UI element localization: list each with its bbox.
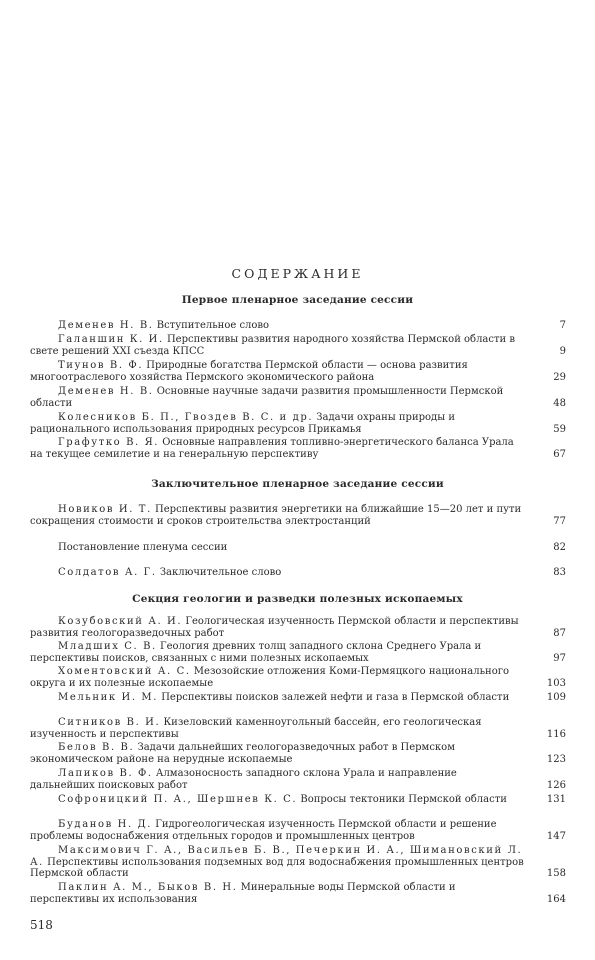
entry-title: Задачи охраны природы и рационального использования природных ресурсов Прикамья xyxy=(30,412,455,435)
toc-entry xyxy=(30,794,566,806)
entry-author: Новиков И. Т. xyxy=(58,504,152,515)
entry-author: Максимович Г. А., Васильев Б. В., Печеркин И. А., Шимановский Л. А. xyxy=(30,845,523,868)
entry-page: 131 xyxy=(546,794,566,805)
entry-author: Хоментовский А. С. xyxy=(58,666,191,677)
entry-author: Белов В. В. xyxy=(58,742,135,753)
entry-title: Перспективы развития энергетики на ближайшие 15—20 лет и пути сокращения стоимости и сроков строительства электростанций xyxy=(30,504,522,527)
entry-title: Геологическая изученность Пермской области и перспективы развития геологоразведочных работ xyxy=(30,616,519,639)
entry-page: 126 xyxy=(546,779,566,791)
entry-page: 147 xyxy=(546,830,566,842)
entry-page: 103 xyxy=(546,677,566,689)
toc-entry xyxy=(30,360,566,383)
toc-entry xyxy=(30,742,566,765)
entry-title: Мезозойские отложения Коми-Пермяцкого национального округа и их полезные ископаемые xyxy=(30,666,509,689)
toc-entry xyxy=(30,616,566,639)
toc-entry xyxy=(30,412,566,435)
entry-page: 67 xyxy=(553,448,566,460)
entry-author: Младших С. В. xyxy=(58,641,157,652)
entry-page: 158 xyxy=(546,868,566,879)
entry-author: Ситников В. И. xyxy=(58,717,161,728)
entry-page: 7 xyxy=(559,320,566,331)
section-heading: Заключительное пленарное заседание сессии xyxy=(151,478,444,490)
toc-entry xyxy=(30,717,566,740)
entry-author: Деменев Н. В. xyxy=(58,320,154,331)
entry-author: Тиунов В. Ф. xyxy=(58,360,144,371)
toc-entry xyxy=(30,768,566,791)
toc-entry xyxy=(30,504,566,527)
entry-title: Минеральные воды Пермской области и перспективы их использования xyxy=(30,882,456,905)
toc-entry xyxy=(30,666,566,689)
toc-entry xyxy=(30,692,566,704)
entry-page: 48 xyxy=(553,397,566,409)
entry-title: Основные научные задачи развития промышленности Пермской области xyxy=(30,386,504,409)
entry-title: Геология древних толщ западного склона Среднего Урала и перспективы поисков, связанных с ними полезных ископаемых xyxy=(30,641,482,664)
toc-entry xyxy=(30,567,566,579)
entry-page: 82 xyxy=(553,542,566,553)
entry-author: Паклин А. М., Быков В. Н. xyxy=(58,882,238,893)
entry-author: Деменев Н. В. xyxy=(58,386,154,397)
entry-page: 29 xyxy=(553,371,566,383)
page-title: СОДЕРЖАНИЕ xyxy=(231,266,364,281)
section-heading: Первое пленарное заседание сессии xyxy=(181,294,414,306)
entry-page: 59 xyxy=(553,423,566,435)
entry-title: Гидрогеологическая изученность Пермской области и решение проблемы водоснабжения отдельных городов и промышленных центров xyxy=(30,819,497,842)
entry-page: 87 xyxy=(553,627,566,639)
toc-entry xyxy=(30,386,566,409)
entry-page: 9 xyxy=(559,345,566,357)
entry-author: Галаншин К. И. xyxy=(58,334,164,345)
entry-title: Алмазоносность западного склона Урала и направление дальнейших поисковых работ xyxy=(30,768,457,791)
toc-entry xyxy=(30,641,566,664)
toc-entry xyxy=(30,334,566,357)
toc-entry xyxy=(30,819,566,842)
entry-author: Лапиков В. Ф. xyxy=(58,768,153,779)
toc-entry xyxy=(30,845,566,880)
entry-page: 116 xyxy=(546,728,566,740)
entry-title: Перспективы использования подземных вод для водоснабжения промышленных центров Пермской области xyxy=(30,856,524,879)
entry-author: Мельник И. М. xyxy=(58,692,159,703)
entry-title: Вопросы тектоники Пермской области xyxy=(297,794,507,805)
toc-entry xyxy=(30,542,566,554)
entry-page: 109 xyxy=(546,692,566,703)
entry-author: Буданов Н. Д. xyxy=(58,819,153,830)
entry-title: Кизеловский каменноугольный бассейн, его геологическая изученность и перспективы xyxy=(30,717,482,740)
entry-title: Перспективы развития народного хозяйства Пермской области в свете решений XXI съезда КПСС xyxy=(30,334,515,357)
entry-title: Перспективы поисков залежей нефти и газа в Пермской области xyxy=(158,692,510,703)
toc-entry xyxy=(30,882,566,905)
entry-page: 164 xyxy=(546,893,566,905)
section-heading: Секция геологии и разведки полезных ископаемых xyxy=(132,593,463,605)
entry-author: Графутко В. Я. xyxy=(58,437,160,448)
entry-title: Основные направления топливно-энергетического баланса Урала на текущее семилетие и на генеральную перспективу xyxy=(30,437,514,460)
entry-title: Вступительное слово xyxy=(153,320,270,331)
entry-author: Колесников Б. П., Гвоздев В. С. и др. xyxy=(58,412,314,423)
entry-page: 97 xyxy=(553,652,566,664)
entry-title: Заключительное слово xyxy=(156,567,282,578)
entry-author: Солдатов А. Г. xyxy=(58,567,157,578)
entry-page: 77 xyxy=(553,515,566,527)
toc-entry xyxy=(30,320,566,332)
entry-author: Софроницкий П. А., Шершнев К. С. xyxy=(58,794,298,805)
entry-title: Задачи дальнейших геологоразведочных работ в Пермском экономическом районе на нерудные ископаемые xyxy=(30,742,455,765)
entry-author: Козубовский А. И. xyxy=(58,616,183,627)
entry-title: Природные богатства Пермской области — основа развития многоотраслевого хозяйства Пермского экономического района xyxy=(30,360,468,383)
toc-entry xyxy=(30,437,566,460)
entry-title: Постановление пленума сессии xyxy=(58,542,228,553)
page-number: 518 xyxy=(30,918,53,932)
entry-page: 83 xyxy=(553,567,566,578)
entry-page: 123 xyxy=(546,753,566,765)
